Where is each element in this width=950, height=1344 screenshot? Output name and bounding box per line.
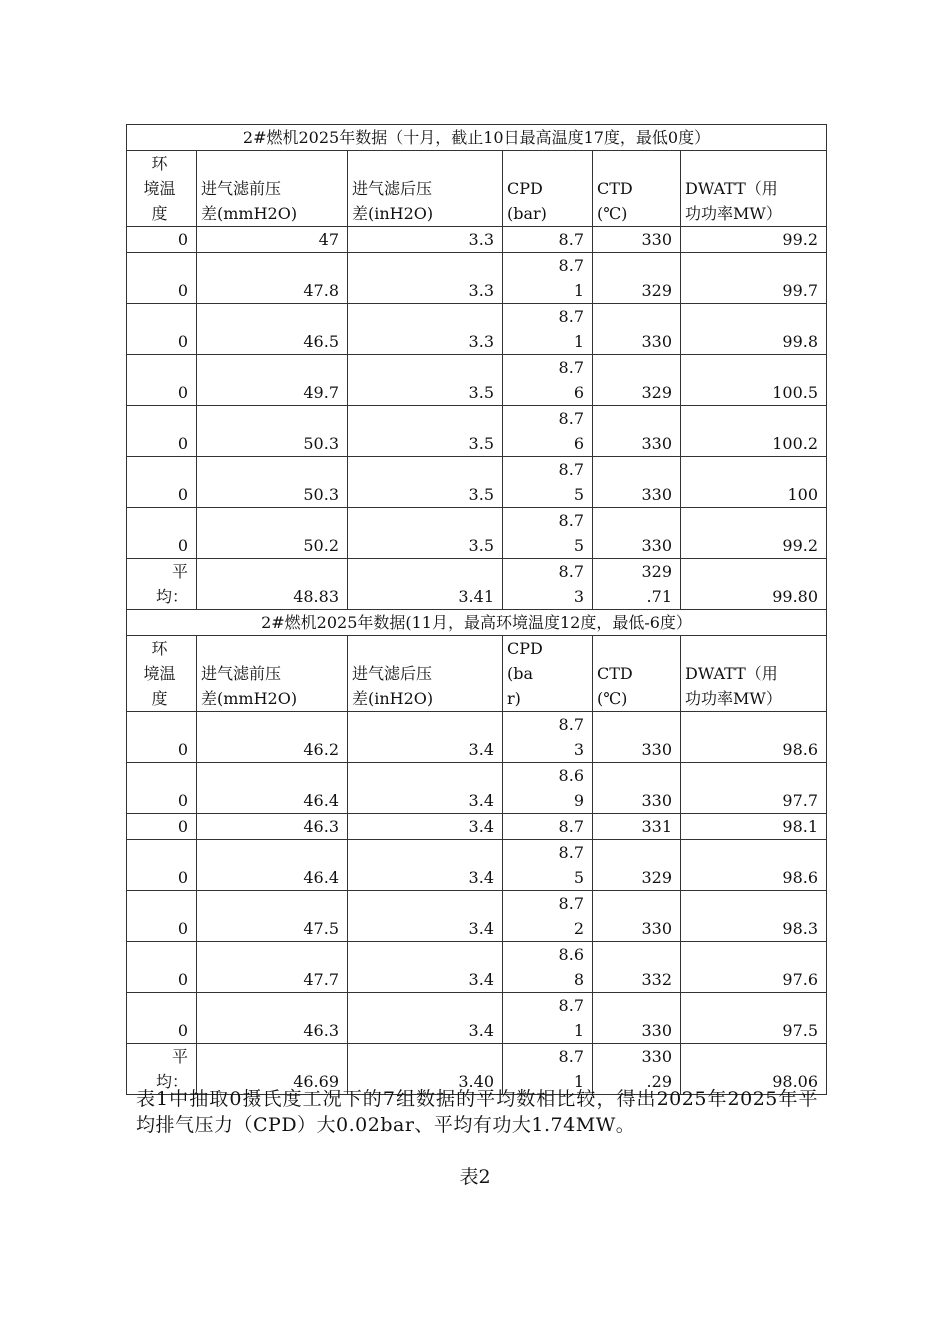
table-cell: 3.4 [348, 840, 503, 891]
table-cell: 330 [593, 508, 681, 559]
table-cell: 98.3 [681, 891, 827, 942]
table-cell: 329 [593, 253, 681, 304]
table-cell: 平 均： [127, 559, 197, 610]
table-cell: 330 [593, 763, 681, 814]
table-cell: 8.6 9 [503, 763, 593, 814]
table-row [127, 814, 827, 840]
table-title-row [127, 125, 827, 151]
column-header: 环 境温 度 [127, 636, 197, 712]
table-cell: 8.7 3 [503, 559, 593, 610]
column-header: CTD (℃) [593, 151, 681, 227]
table-cell: 46.3 [197, 993, 348, 1044]
table-header-row [127, 151, 827, 227]
column-header: DWATT（用 功功率MW） [681, 636, 827, 712]
data-table [126, 124, 827, 1095]
table-cell: 0 [127, 508, 197, 559]
table-cell: 46.4 [197, 840, 348, 891]
table-cell: 100.2 [681, 406, 827, 457]
table-cell: 3.41 [348, 559, 503, 610]
table-row [127, 763, 827, 814]
table-cell: 3.4 [348, 942, 503, 993]
table-caption: 表2 [459, 1166, 491, 1188]
table-cell: 8.7 3 [503, 712, 593, 763]
table-cell: 3.3 [348, 304, 503, 355]
table-cell: 50.2 [197, 508, 348, 559]
table-row [127, 457, 827, 508]
table-cell: 8.7 1 [503, 253, 593, 304]
table-cell: 99.7 [681, 253, 827, 304]
table-cell: 0 [127, 814, 197, 840]
table-row [127, 891, 827, 942]
table-cell: 46.5 [197, 304, 348, 355]
table-cell: 0 [127, 304, 197, 355]
column-header: CPD (ba r) [503, 636, 593, 712]
column-header: 进气滤后压 差(inH2O) [348, 151, 503, 227]
table-row [127, 942, 827, 993]
table-cell: 8.7 5 [503, 840, 593, 891]
table-row [127, 508, 827, 559]
column-header: 进气滤前压 差(mmH2O) [197, 151, 348, 227]
table-cell: 46.69 [197, 1044, 348, 1095]
table-cell: 0 [127, 891, 197, 942]
table-cell: 8.7 5 [503, 508, 593, 559]
table-cell: 3.5 [348, 355, 503, 406]
table-cell: 3.4 [348, 891, 503, 942]
table-cell: 330 [593, 304, 681, 355]
table-cell: 47 [197, 227, 348, 253]
table-cell: 100.5 [681, 355, 827, 406]
table-cell: 0 [127, 406, 197, 457]
table-cell: 0 [127, 763, 197, 814]
table-cell: 46.4 [197, 763, 348, 814]
table-cell: 3.4 [348, 993, 503, 1044]
table-cell: 3.4 [348, 712, 503, 763]
table-cell: 97.6 [681, 942, 827, 993]
table-cell: 330 [593, 993, 681, 1044]
table-cell: 329 [593, 840, 681, 891]
table-cell: 99.80 [681, 559, 827, 610]
column-header: 进气滤后压 差(inH2O) [348, 636, 503, 712]
table-cell: 47.5 [197, 891, 348, 942]
table-cell: 47.7 [197, 942, 348, 993]
table-cell: 50.3 [197, 457, 348, 508]
table-cell: 97.7 [681, 763, 827, 814]
table-cell: 46.2 [197, 712, 348, 763]
table-cell: 3.5 [348, 457, 503, 508]
table-cell: 98.6 [681, 840, 827, 891]
table-cell: 8.7 5 [503, 457, 593, 508]
table-cell: 0 [127, 227, 197, 253]
summary-paragraph: 表1中抽取0摄氏度工况下的7组数据的平均数相比较，得出2025年2025年平均排气压力（CPD）大0.02bar、平均有功大1.74MW。 [136, 1088, 818, 1136]
table-cell: 8.7 6 [503, 406, 593, 457]
table-row [127, 253, 827, 304]
table-row [127, 993, 827, 1044]
table-cell: 330 [593, 891, 681, 942]
table-cell: 330 [593, 457, 681, 508]
table-cell: 50.3 [197, 406, 348, 457]
table-cell: 330 [593, 712, 681, 763]
table-row [127, 304, 827, 355]
table-row [127, 406, 827, 457]
table-cell: 99.2 [681, 227, 827, 253]
table-cell: 3.4 [348, 814, 503, 840]
table-cell: 8.7 6 [503, 355, 593, 406]
column-header: CPD (bar) [503, 151, 593, 227]
column-header: 进气滤前压 差(mmH2O) [197, 636, 348, 712]
table-cell: 0 [127, 840, 197, 891]
table-cell: 3.5 [348, 508, 503, 559]
table-cell: 3.5 [348, 406, 503, 457]
table-row [127, 712, 827, 763]
table-cell: 98.06 [681, 1044, 827, 1095]
table-cell: 97.5 [681, 993, 827, 1044]
table-cell: 99.2 [681, 508, 827, 559]
column-header: 环 境温 度 [127, 151, 197, 227]
table-cell: 0 [127, 712, 197, 763]
table-cell: 3.4 [348, 763, 503, 814]
table-title: 2#燃机2025年数据(11月，最高环境温度12度，最低-6度） [127, 610, 827, 636]
table-cell: 8.7 2 [503, 891, 593, 942]
table-cell: 329 .71 [593, 559, 681, 610]
table-row [127, 227, 827, 253]
table-cell: 331 [593, 814, 681, 840]
table-cell: 0 [127, 355, 197, 406]
table-cell: 48.83 [197, 559, 348, 610]
table-cell: 49.7 [197, 355, 348, 406]
table-row [127, 840, 827, 891]
table-row [127, 355, 827, 406]
table-cell: 99.8 [681, 304, 827, 355]
table-cell: 332 [593, 942, 681, 993]
table-cell: 3.3 [348, 227, 503, 253]
table-cell: 8.6 8 [503, 942, 593, 993]
table-cell: 3.3 [348, 253, 503, 304]
table-cell: 8.7 1 [503, 1044, 593, 1095]
table-header-row [127, 636, 827, 712]
table-cell: 47.8 [197, 253, 348, 304]
column-header: CTD (℃) [593, 636, 681, 712]
table-cell: 0 [127, 993, 197, 1044]
table-title-row [127, 610, 827, 636]
table-cell: 平 均： [127, 1044, 197, 1095]
table-cell: 0 [127, 253, 197, 304]
table-cell: 0 [127, 942, 197, 993]
table-cell: 100 [681, 457, 827, 508]
table-cell: 8.7 1 [503, 993, 593, 1044]
table-cell: 46.3 [197, 814, 348, 840]
table-title: 2#燃机2025年数据（十月，截止10日最高温度17度，最低0度） [127, 125, 827, 151]
table-cell: 3.40 [348, 1044, 503, 1095]
column-header: DWATT（用 功功率MW） [681, 151, 827, 227]
table-cell: 8.7 [503, 227, 593, 253]
table-row [127, 559, 827, 610]
table-cell: 98.1 [681, 814, 827, 840]
table-cell: 0 [127, 457, 197, 508]
table-cell: 98.6 [681, 712, 827, 763]
table-cell: 330 .29 [593, 1044, 681, 1095]
table-cell: 330 [593, 406, 681, 457]
table-cell: 8.7 1 [503, 304, 593, 355]
table-cell: 330 [593, 227, 681, 253]
table-cell: 329 [593, 355, 681, 406]
table-cell: 8.7 [503, 814, 593, 840]
